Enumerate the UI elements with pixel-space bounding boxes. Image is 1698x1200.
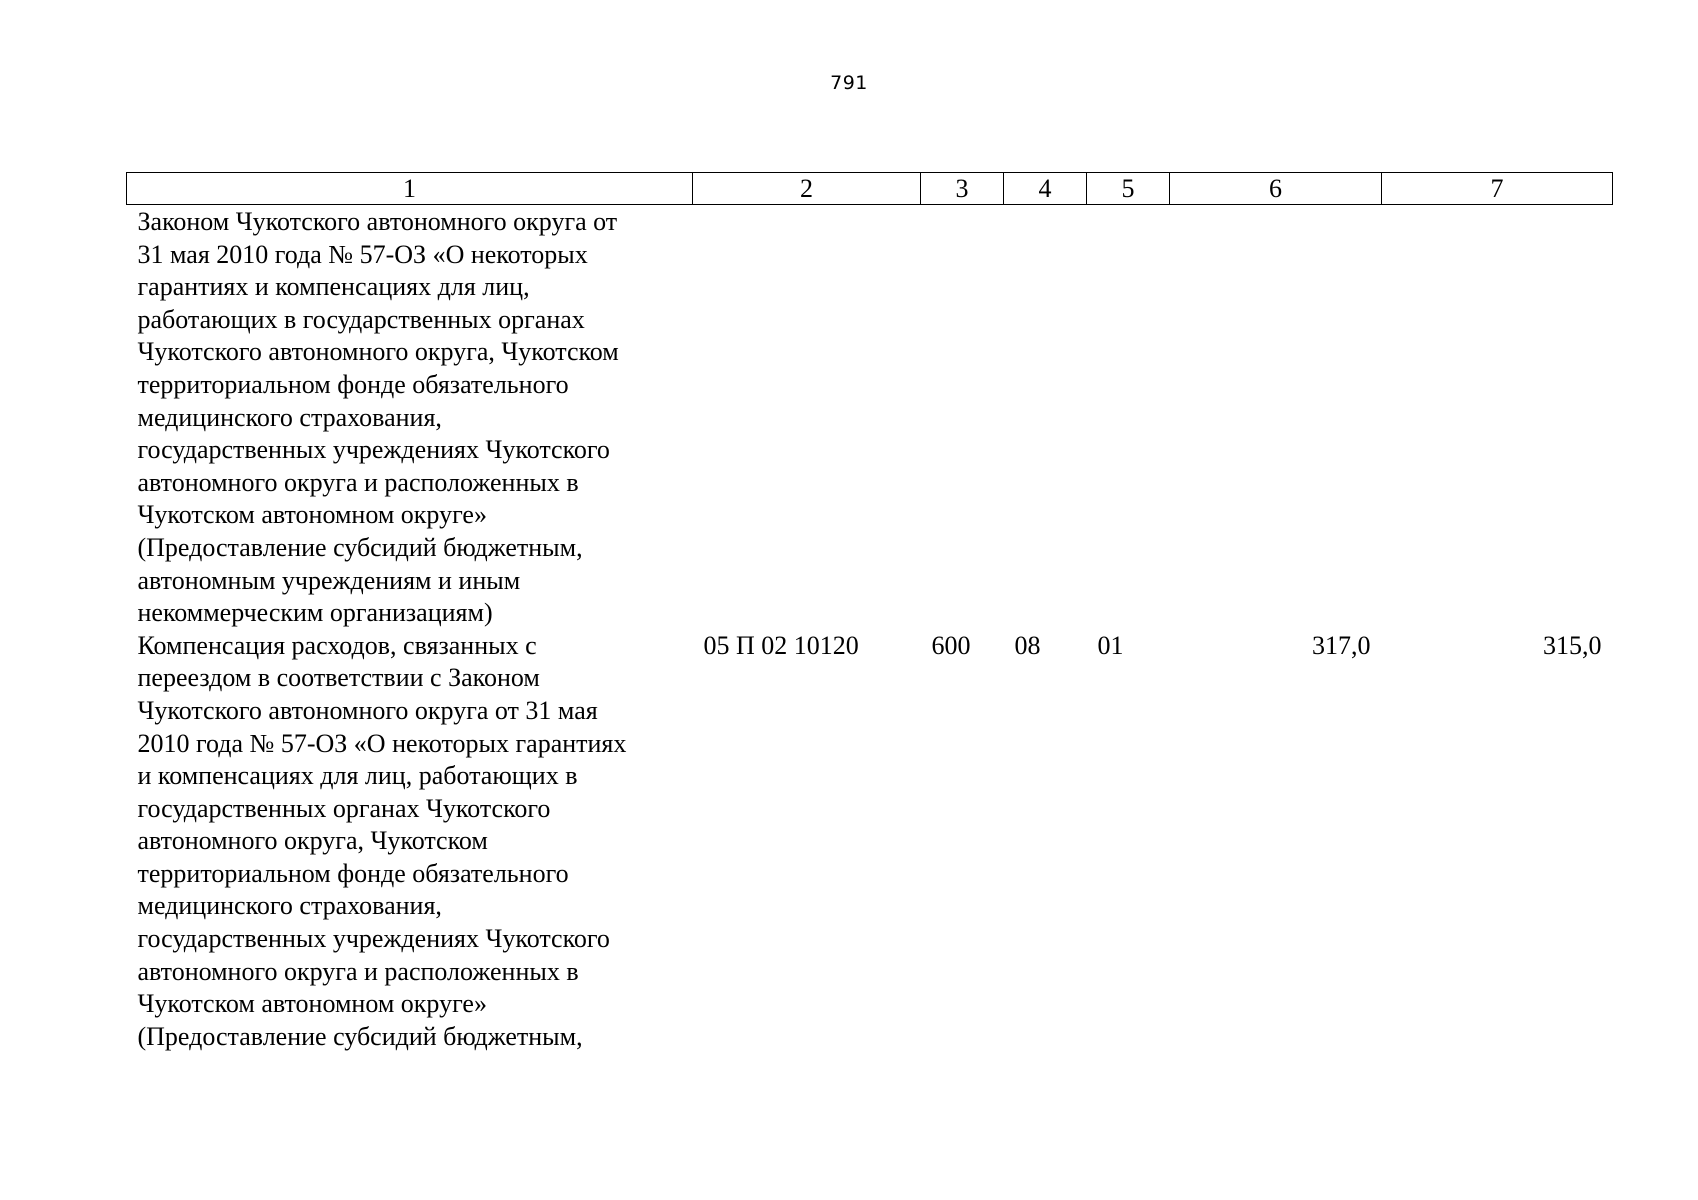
row-amount-2 <box>1382 205 1613 630</box>
column-header-1: 1 <box>127 173 693 205</box>
column-header-3: 3 <box>921 173 1004 205</box>
row-expense-type <box>921 205 1004 630</box>
row-section <box>1004 205 1087 630</box>
column-header-7: 7 <box>1382 173 1613 205</box>
table-row <box>127 630 1613 1054</box>
row-amount-1 <box>1170 205 1382 630</box>
row-target-code: 05 П 02 10120 <box>703 630 859 660</box>
column-header-4: 4 <box>1004 173 1087 205</box>
budget-table <box>126 172 1613 1053</box>
row-amount-1: 317,0 <box>1312 630 1371 660</box>
row-target-code <box>693 205 921 630</box>
row-subsection: 01 <box>1097 630 1124 660</box>
row-description: Компенсация расходов, связанных с переездом в соответствии с Законом Чукотского автономного округа от 31 мая 2010 года № 57-ОЗ «О некоторых гарантиях и компенсациях для лиц, работающих в государственных органах Чукотского автономного округа, Чукотском территориальном фонде обязательного медицинского страхования, государственных учреждениях Чукотского автономного округа и расположенных в Чукотском автономном округе» (Предоставление субсидий бюджетным, <box>137 630 627 1051</box>
column-header-2: 2 <box>693 173 921 205</box>
column-header-6: 6 <box>1170 173 1382 205</box>
column-number-header-row <box>127 173 1613 205</box>
page-number: 791 <box>830 72 868 94</box>
row-subsection <box>1087 205 1170 630</box>
row-amount-2: 315,0 <box>1543 630 1602 660</box>
column-header-5: 5 <box>1087 173 1170 205</box>
row-expense-type: 600 <box>931 630 971 660</box>
table-row <box>127 205 1613 630</box>
row-description: Законом Чукотского автономного округа от 31 мая 2010 года № 57-ОЗ «О некоторых гарантиях и компенсациях для лиц, работающих в государственных органах Чукотского автономного округа, Чукотском территориальном фонде обязательного медицинского страхования, государственных учреждениях Чукотского автономного округа и расположенных в Чукотском автономном округе» (Предоставление субсидий бюджетным, автономным учреждениям и иным некоммерческим организациям) <box>137 207 619 628</box>
row-section: 08 <box>1014 630 1041 660</box>
